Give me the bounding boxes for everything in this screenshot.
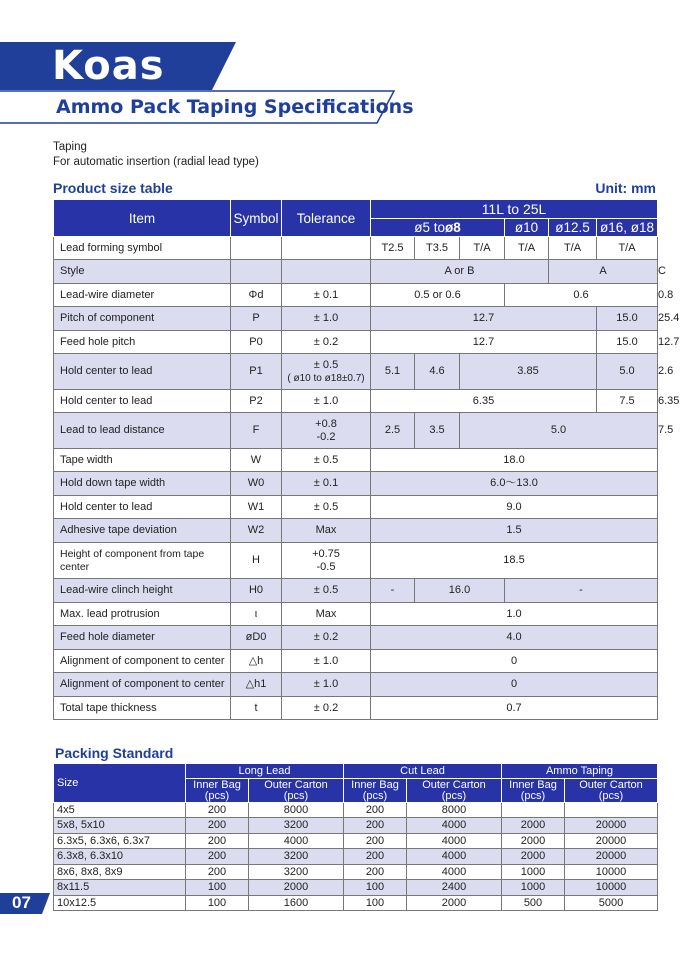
brand-logo: Koas (52, 43, 165, 89)
table-row: Alignment of component to center △h ± 1.0 0 (54, 650, 658, 673)
table-row: Feed hole diameter øD0 ± 0.2 4.0 (54, 626, 658, 650)
header-dia-1: ø5 toø8 (371, 219, 505, 237)
header-outer-carton: Outer Carton (pcs) (565, 779, 658, 803)
header-inner-bag: Inner Bag (pcs) (502, 779, 565, 803)
table-row: 5x8, 5x10 200 3200 200 4000 2000 20000 (54, 818, 658, 834)
product-size-table (53, 199, 680, 720)
header-inner-bag: Inner Bag (pcs) (344, 779, 407, 803)
table-row: Height of component from tape center H +0.75 -0.5 18.5 (54, 543, 658, 579)
header-range: 11L to 25L (371, 200, 658, 219)
page-number: 07 (12, 893, 31, 912)
table-row: Lead forming symbol T2.5 T3.5 T/A T/A T/A T/A (54, 237, 658, 260)
header-ammo-taping: Ammo Taping (502, 764, 658, 779)
header-inner-bag: Inner Bag (pcs) (186, 779, 249, 803)
table-row: Lead to lead distance F +0.8 -0.2 2.5 3.5 5.0 7.5 (54, 413, 658, 449)
header-tolerance: Tolerance (282, 200, 371, 237)
header-long-lead: Long Lead (186, 764, 344, 779)
table-row: 10x12.5 100 1600 100 2000 500 5000 (54, 896, 658, 911)
intro-line-2: For automatic insertion (radial lead type) (53, 156, 259, 168)
table-row: Lead-wire clinch height H0 ± 0.5 - 16.0 - (54, 579, 658, 603)
header-outer-carton: Outer Carton (pcs) (249, 779, 344, 803)
packing-title: Packing Standard (55, 745, 174, 761)
table-row: Total tape thickness t ± 0.2 0.7 (54, 697, 658, 720)
table-row: Lead-wire diameter Φd ± 0.1 0.5 or 0.6 0.6 0.8 (54, 284, 658, 307)
table-row: 6.3x8, 6.3x10 200 3200 200 4000 2000 20000 (54, 849, 658, 865)
intro-text (53, 140, 259, 170)
header-outer-carton: Outer Carton (pcs) (407, 779, 502, 803)
table-row: 4x5 200 8000 200 8000 (54, 803, 658, 818)
unit-label: Unit: mm (595, 180, 656, 196)
table-row: 8x6, 8x8, 8x9 200 3200 200 4000 1000 10000 (54, 865, 658, 880)
header-item: Item (54, 200, 231, 237)
page-title: Ammo Pack Taping Specifications (56, 96, 414, 118)
table-row: Hold center to lead W1 ± 0.5 9.0 (54, 496, 658, 519)
header-dia-2: ø10 (505, 219, 549, 237)
intro-line-1: Taping (53, 141, 87, 153)
header-dia-4: ø16, ø18 (597, 219, 658, 237)
table-row: Alignment of component to center △h1 ± 1.0 0 (54, 673, 658, 697)
table-row: Pitch of component P ± 1.0 12.7 15.0 25.4 (54, 307, 658, 331)
table-row: Style A or B A C (54, 260, 658, 284)
header-size: Size (54, 764, 186, 803)
table-row: Feed hole pitch P0 ± 0.2 12.7 15.0 12.7 (54, 331, 658, 354)
table-row: 8x11.5 100 2000 100 2400 1000 10000 (54, 880, 658, 896)
header-symbol: Symbol (231, 200, 282, 237)
header-dia-3: ø12.5 (549, 219, 597, 237)
table-row: Max. lead protrusion ι Max 1.0 (54, 603, 658, 626)
table-row: Tape width W ± 0.5 18.0 (54, 449, 658, 472)
table-row: Hold down tape width W0 ± 0.1 6.0～13.0 (54, 472, 658, 496)
packing-standard-table (53, 763, 658, 911)
table-row: Hold center to lead P1 ± 0.5 ( ø10 to ø18±0.7) 5.1 4.6 3.85 5.0 2.6 (54, 354, 658, 390)
table-row: Adhesive tape deviation W2 Max 1.5 (54, 519, 658, 543)
product-table-title: Product size table (53, 180, 173, 196)
header-cut-lead: Cut Lead (344, 764, 502, 779)
table-row: 6.3x5, 6.3x6, 6.3x7 200 4000 200 4000 2000 20000 (54, 834, 658, 849)
table-row: Hold center to lead P2 ± 1.0 6.35 7.5 6.35 (54, 390, 658, 413)
